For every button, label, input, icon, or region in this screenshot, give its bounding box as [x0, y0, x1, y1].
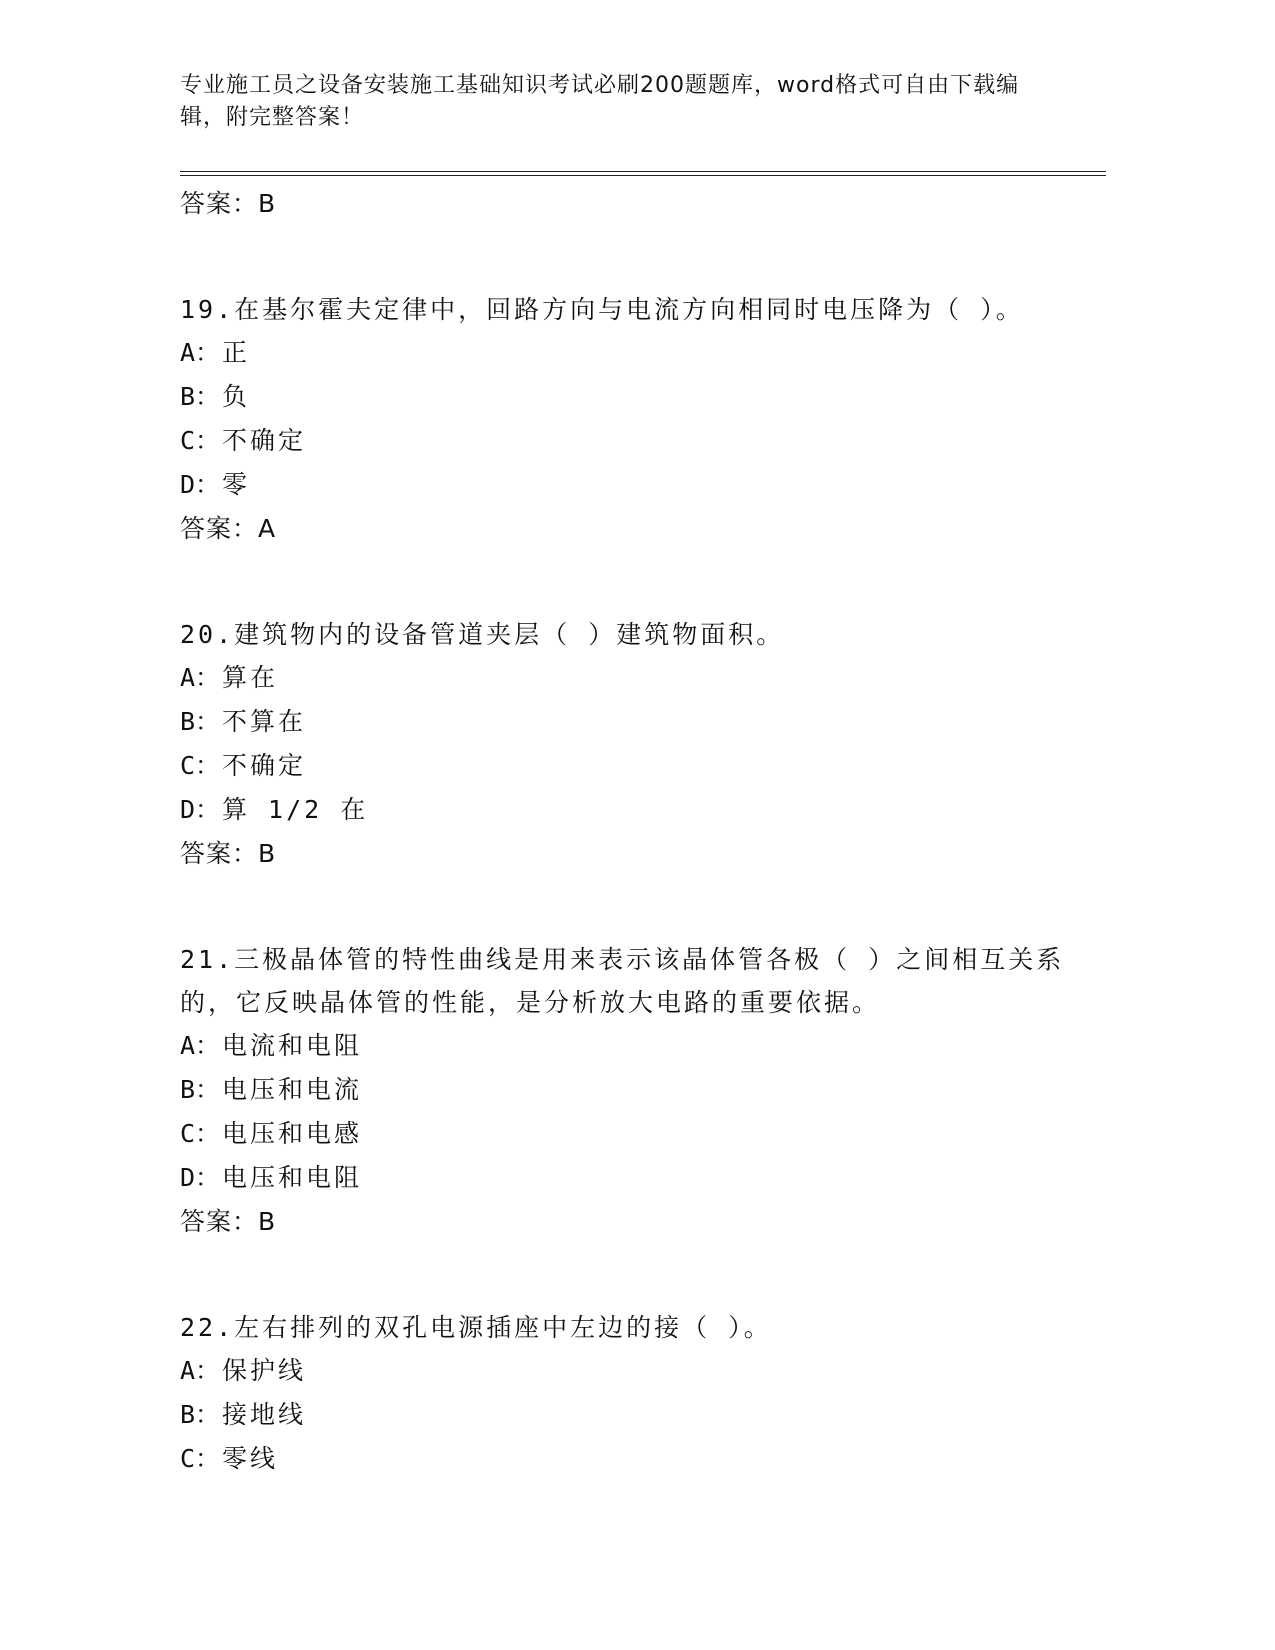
option-letter: C： — [180, 1444, 221, 1473]
option-text: 零 — [222, 470, 251, 499]
option-d — [180, 463, 1080, 507]
document-body — [180, 182, 1080, 1481]
option-letter: D： — [180, 470, 221, 499]
option-letter: A： — [180, 1031, 221, 1060]
option-letter: A： — [180, 338, 221, 367]
option-c — [180, 419, 1080, 463]
question-block — [180, 288, 1080, 551]
option-letter: B： — [180, 707, 221, 736]
option-text: 电压和电流 — [222, 1075, 363, 1104]
option-letter: C： — [180, 426, 221, 455]
question-block — [180, 1306, 1080, 1481]
question-block — [180, 938, 1080, 1244]
question-text: 19.在基尔霍夫定律中，回路方向与电流方向相同时电压降为（ ）。 — [180, 295, 1024, 324]
option-text: 不算在 — [222, 707, 307, 736]
option-d — [180, 788, 1080, 832]
option-letter: B： — [180, 1075, 221, 1104]
answer-line: 答案：A — [180, 514, 277, 543]
option-letter: A： — [180, 1356, 221, 1385]
option-text: 负 — [222, 382, 251, 411]
option-letter: D： — [180, 1163, 221, 1192]
option-letter: A： — [180, 663, 221, 692]
option-letter: C： — [180, 751, 221, 780]
option-text: 算在 — [222, 663, 279, 692]
option-text: 不确定 — [222, 426, 307, 455]
option-a — [180, 1349, 1080, 1393]
question-text: 21.三极晶体管的特性曲线是用来表示该晶体管各极（ ）之间相互关系的，它反映晶体管的性能，是分析放大电路的重要依据。 — [180, 945, 1065, 1017]
option-text: 接地线 — [222, 1400, 307, 1429]
option-text: 零线 — [222, 1444, 279, 1473]
answer-line: 答案：B — [180, 189, 277, 218]
option-text: 电流和电阻 — [222, 1031, 363, 1060]
header-divider-top — [180, 171, 1106, 172]
document-header: 专业施工员之设备安装施工基础知识考试必刷200题题库，word格式可自由下载编辑，附完整答案！ — [180, 73, 1020, 130]
question-text: 22.左右排列的双孔电源插座中左边的接（ ）。 — [180, 1313, 772, 1342]
option-b — [180, 1393, 1080, 1437]
question-text: 20.建筑物内的设备管道夹层（ ）建筑物面积。 — [180, 620, 785, 649]
option-text: 电压和电感 — [222, 1119, 363, 1148]
option-text: 保护线 — [222, 1356, 307, 1385]
option-c — [180, 1437, 1080, 1481]
option-d — [180, 1156, 1080, 1200]
option-letter: B： — [180, 1400, 221, 1429]
option-letter: C： — [180, 1119, 221, 1148]
question-block — [180, 613, 1080, 876]
answer-line: 答案：B — [180, 839, 277, 868]
option-b — [180, 375, 1080, 419]
option-letter: D： — [180, 795, 221, 824]
answer-line: 答案：B — [180, 1207, 277, 1236]
option-text: 算 1/2 在 — [222, 795, 369, 824]
header-divider-bottom — [180, 175, 1106, 176]
option-letter: B： — [180, 382, 221, 411]
option-a — [180, 656, 1080, 700]
option-b — [180, 1068, 1080, 1112]
option-a — [180, 1024, 1080, 1068]
option-a — [180, 331, 1080, 375]
option-text: 正 — [222, 338, 251, 367]
option-c — [180, 744, 1080, 788]
option-text: 电压和电阻 — [222, 1163, 363, 1192]
option-text: 不确定 — [222, 751, 307, 780]
option-b — [180, 700, 1080, 744]
option-c — [180, 1112, 1080, 1156]
